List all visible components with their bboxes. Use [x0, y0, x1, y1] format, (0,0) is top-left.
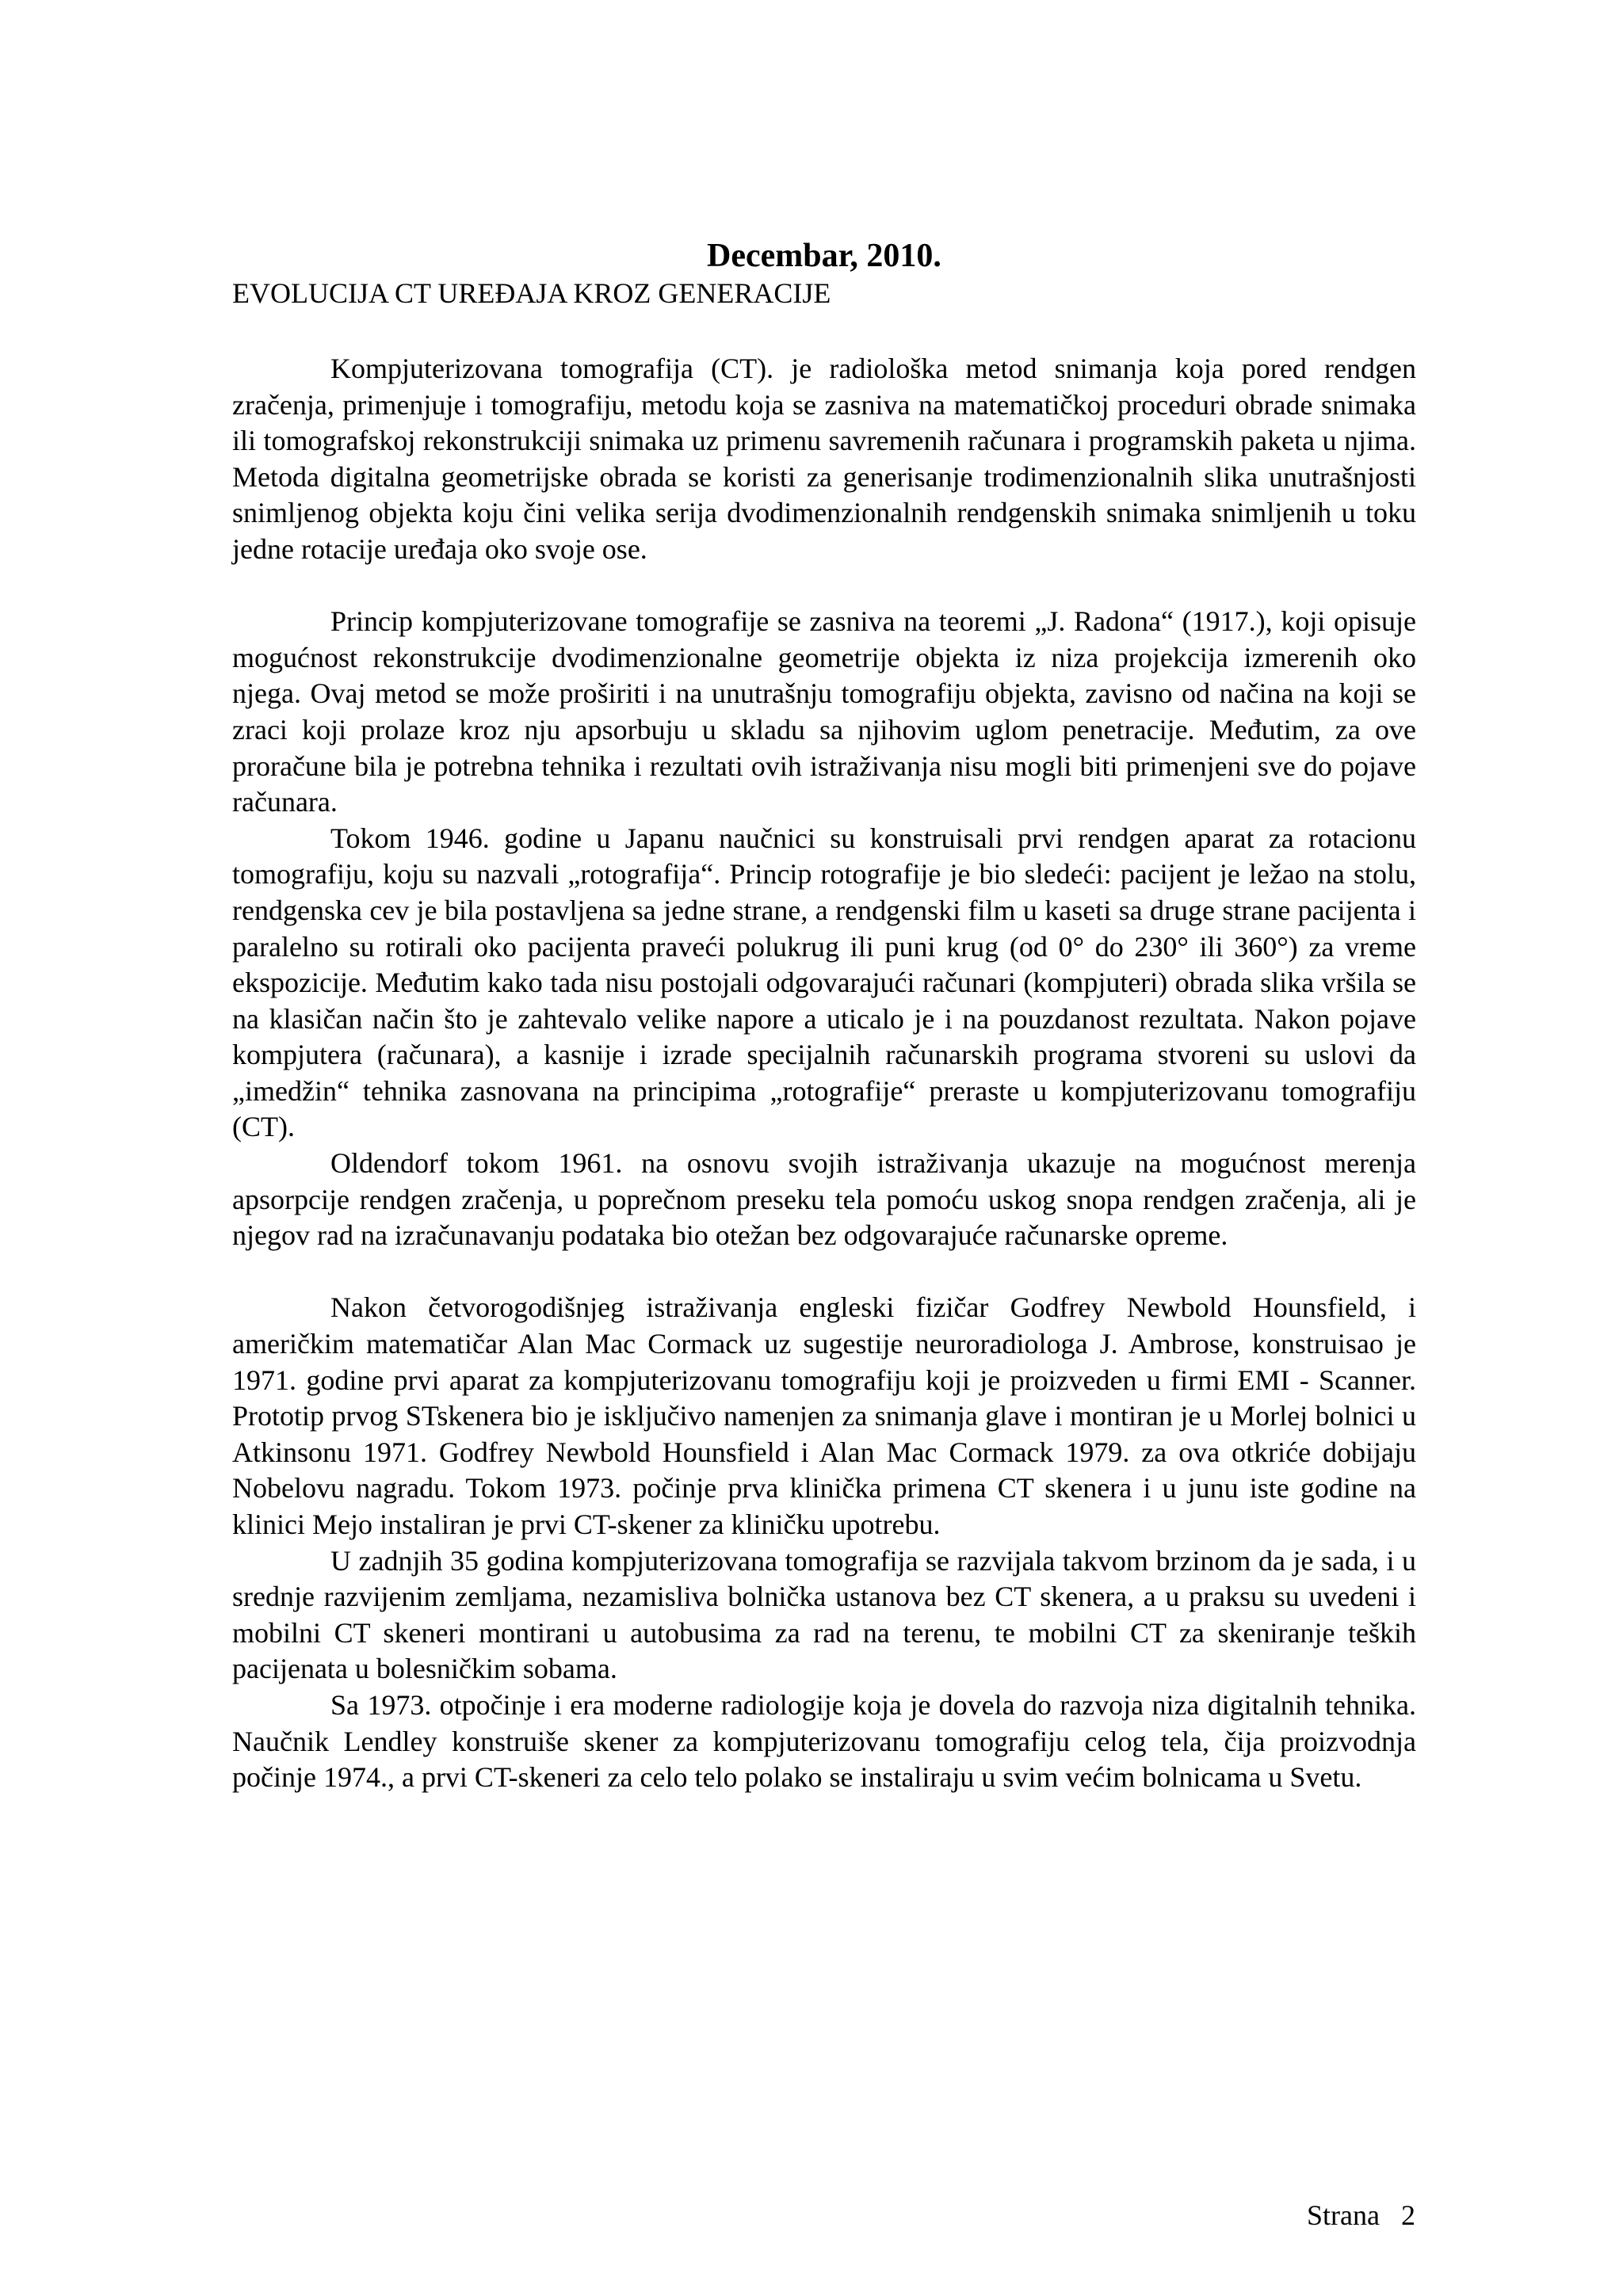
paragraph-intro: Kompjuterizovana tomografija (CT). je radiološka metod snimanja koja pored rendgen zračenja, primenjuje i tomografiju, metodu koja se zasniva na matematičkoj proceduri obrade snimaka ili tomografskoj rekonstrukciji snimaka uz primenu savremenih računara i programskih paketa u njima. Metoda digitalna geometrijske obrada se koristi za generisanje trodimenzionalnih slika unutrašnjosti snimljenog objekta koju čini velika serija dvodimenzionalnih rendgenskih snimaka snimljenih u toku jedne rotacije uređaja oko svoje ose. — [232, 353, 1416, 565]
page-footer — [1307, 2198, 1415, 2233]
paragraph-radon: Princip kompjuterizovane tomografije se zasniva na teoremi „J. Radona“ (1917.), koji opisuje mogućnost rekonstrukcije dvodimenzionalne geometrije objekta iz niza projekcija izmerenih oko njega. Ovaj metod se može proširiti i na unutrašnju tomografiju objekta, zavisno od načina na koji se zraci koji prolaze kroz nju apsorbuju u skladu sa njihovim uglom penetracije. Međutim, za ove proračune bila je potrebna tehnika i rezultati ovih istraživanja nisu mogli biti primenjeni sve do pojave računara. — [232, 605, 1416, 818]
paragraph-rotografija: Tokom 1946. godine u Japanu naučnici su konstruisali prvi rendgen aparat za rotacionu tomografiju, koju su nazvali „rotografija“. Princip rotografije je bio sledeći: pacijent je ležao na stolu, rendgenska cev je bila postavljena sa jedne strane, a rendgenski film u kaseti sa druge strane pacijenta i paralelno su rotirali oko pacijenta praveći polukrug ili puni krug (od 0° do 230° ili 360°) za vreme ekspozicije. Međutim kako tada nisu postojali odgovarajući računari (kompjuteri) obrada slika vršila se na klasičan način što je zahtevalo velike napore a uticalo je i na pouzdanost rezultata. Nakon pojave kompjutera (računara), a kasnije i izrade specijalnih računarskih programa stvoreni su uslovi da „imedžin“ tehnika zasnovana na principima „rotografije“ preraste u kompjuterizovanu tomografiju (CT). — [232, 822, 1416, 1143]
body-text — [232, 351, 1416, 1796]
paragraph-35-godina: U zadnjih 35 godina kompjuterizovana tomografija se razvijala takvom brzinom da je sada, i u srednje razvijenim zemljama, nezamisliva bolnička ustanova bez CT skenera, a u praksu su uvedeni i mobilni CT skeneri montirani u autobusima za rad na terenu, te mobilni CT za skeniranje teških pacijenata u bolesničkim sobama. — [232, 1544, 1416, 1685]
date-heading: Decembar, 2010. — [707, 238, 941, 274]
page-number: 2 — [1401, 2199, 1415, 2231]
paragraph-hounsfield: Nakon četvorogodišnjeg istraživanja engleski fizičar Godfrey Newbold Hounsfield, i američkim matematičar Alan Mac Cormack uz sugestije neuroradiologa J. Ambrose, konstruisao je 1971. godine prvi aparat za kompjuterizovanu tomografiju koji je proizveden u firmi EMI - Scanner. Prototip prvog STskenera bio je isključivo namenjen za snimanja glave i montiran je u Morlej bolnici u Atkinsonu 1971. Godfrey Newbold Hounsfield i Alan Mac Cormack 1979. za ova otkriće dobijaju Nobelovu nagradu. Tokom 1973. počinje prva klinička primena CT skenera i u junu iste godine na klinici Mejo instaliran je prvi CT-skener za kliničku upotrebu. — [232, 1291, 1416, 1540]
page-label: Strana — [1307, 2199, 1380, 2231]
document-title: EVOLUCIJA CT UREĐAJA KROZ GENERACIJE — [232, 277, 831, 309]
paragraph-oldendorf: Oldendorf tokom 1961. na osnovu svojih istraživanja ukazuje na mogućnost merenja apsorpcije rendgen zračenja, u poprečnom preseku tela pomoću uskog snopa rendgen zračenja, ali je njegov rad na izračunavanju podataka bio otežan bez odgovarajuće računarske opreme. — [232, 1147, 1416, 1252]
paragraph-moderna-radiologija: Sa 1973. otpočinje i era moderne radiologije koja je dovela do razvoja niza digitalnih tehnika. Naučnik Lendley konstruiše skener za kompjuterizovanu tomografiju celog tela, čija proizvodnja počinje 1974., a prvi CT-skeneri za celo telo polako se instaliraju u svim većim bolnicama u Svetu. — [232, 1688, 1416, 1794]
